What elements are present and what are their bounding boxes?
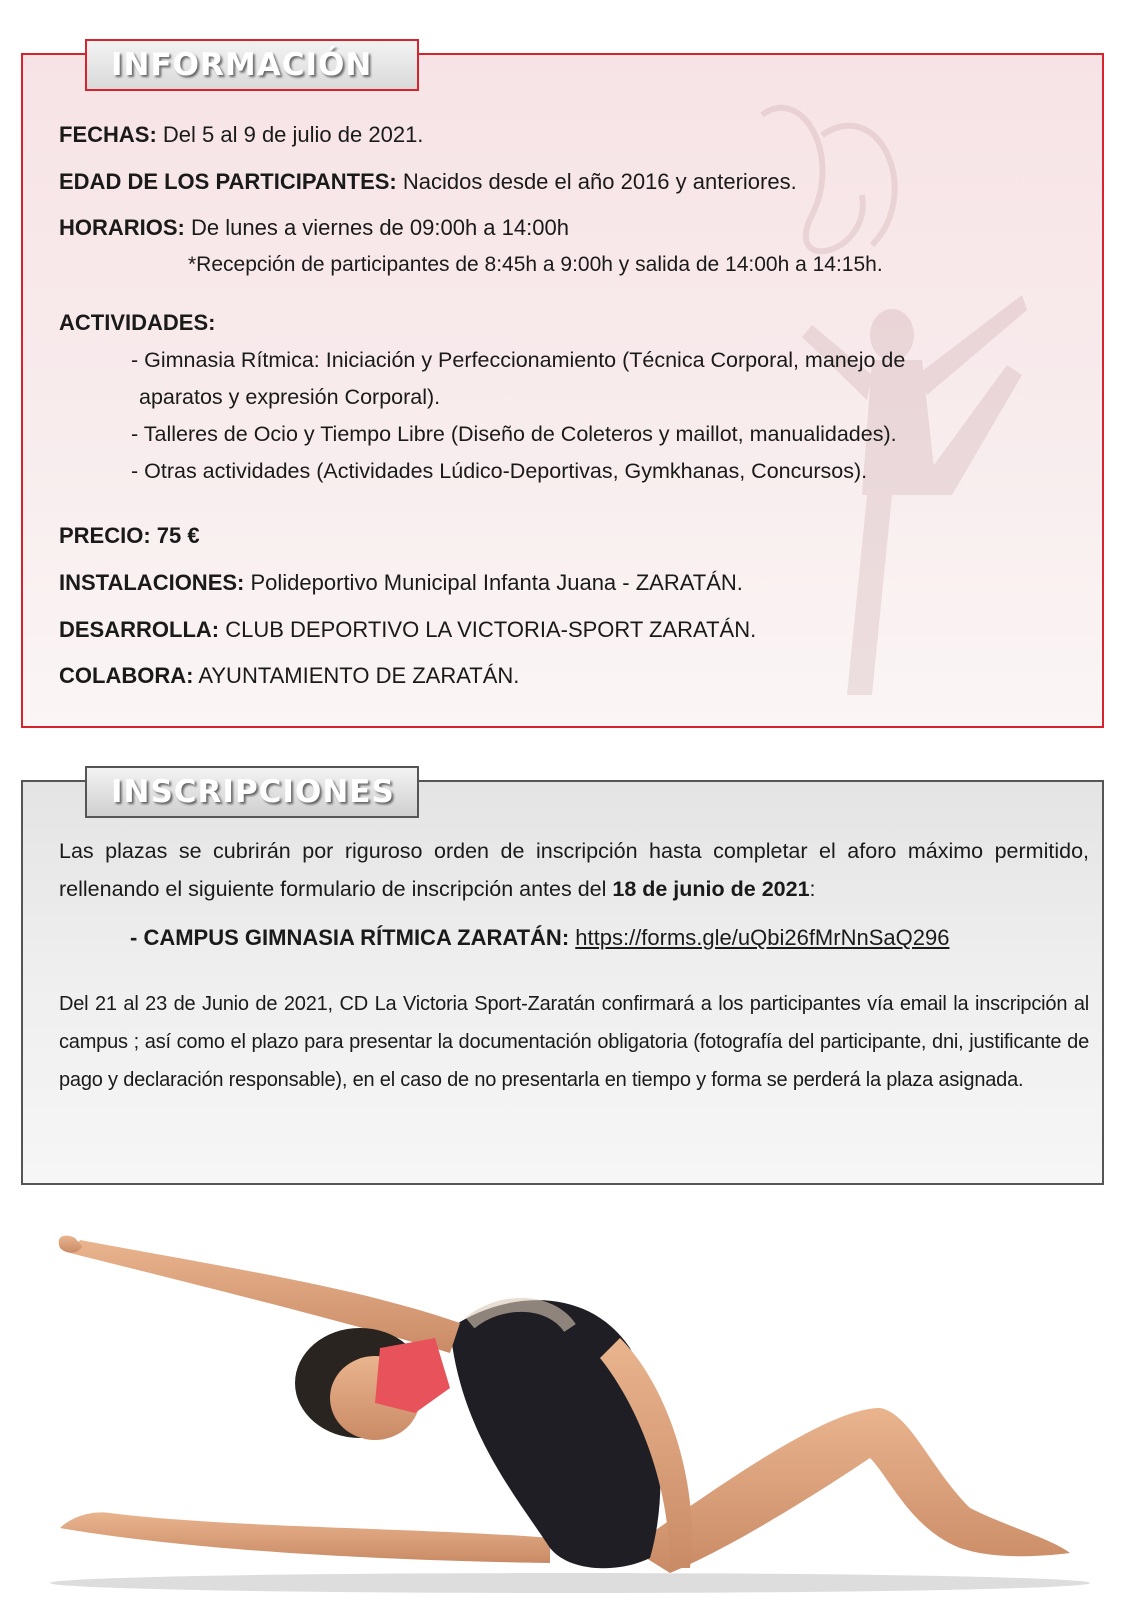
horarios-label: HORARIOS: [59,215,185,240]
desarrolla-value: CLUB DEPORTIVO LA VICTORIA-SPORT ZARATÁN. [219,617,757,642]
horarios-note: *Recepción de participantes de 8:45h a 9:00h y salida de 14:00h a 14:15h. [188,253,883,276]
edad-label: EDAD DE LOS PARTICIPANTES: [59,169,397,194]
deadline-date: 18 de junio de 2021 [612,877,810,901]
edad-value: Nacidos desde el año 2016 y anteriores. [396,169,797,194]
registration-form-link[interactable]: https://forms.gle/uQbi26fMrNnSaQ296 [575,925,950,950]
inscripciones-intro-paragraph: Las plazas se cubrirán por riguroso orden de inscripción hasta completar el aforo máximo permitido, rellenando el siguiente formulario de inscripción antes del 18 de junio de 2021: [59,839,1089,901]
info-title: INFORMACIÓN [111,47,373,83]
horarios-value: De lunes a viernes de 09:00h a 14:00h [184,215,569,240]
inscripciones-panel [21,774,1104,1185]
edad-row [59,168,797,196]
campus-row [130,925,949,951]
precio: PRECIO: 75 € [59,523,200,548]
info-panel [21,47,1104,728]
inscripciones-title: INSCRIPCIONES [111,774,395,810]
colabora-value: AYUNTAMIENTO DE ZARATÁN. [193,663,520,688]
desarrolla-label: DESARROLLA: [59,617,220,642]
actividad-item: - Gimnasia Rítmica: Iniciación y Perfeccionamiento (Técnica Corporal, manejo de [131,348,906,372]
info-title-tab [85,39,419,91]
campus-label: - CAMPUS GIMNASIA RÍTMICA ZARATÁN: [130,925,570,950]
actividad-item: - Otras actividades (Actividades Lúdico-Deportivas, Gymkhanas, Concursos). [131,459,868,483]
actividad-item: - Talleres de Ocio y Tiempo Libre (Diseño de Coleteros y maillot, manualidades). [131,422,897,446]
fechas-label: FECHAS: [59,122,157,147]
desarrolla-row [59,616,756,644]
fechas-row [59,121,423,149]
precio-row [59,522,200,550]
inscripciones-title-tab [85,766,419,818]
instalaciones-value: Polideportivo Municipal Infanta Juana - ZARATÁN. [244,570,743,595]
colabora-label: COLABORA: [59,663,194,688]
actividad-item-continuation: aparatos y expresión Corporal). [139,385,441,409]
confirmation-paragraph: Del 21 al 23 de Junio de 2021, CD La Victoria Sport-Zaratán confirmará a los participantes vía email la inscripción al campus ; así como el plazo para presentar la documentación obligatoria (fotografía del participante, dni, justificante de pago y declaración responsable), en el caso de no presentarla en tiempo y forma se perderá la plaza asignada. [59,993,1089,1091]
actividades-label: ACTIVIDADES: [59,310,216,335]
gymnast-photo [30,1228,1110,1600]
instalaciones-row [59,569,743,597]
colabora-row [59,662,519,690]
fechas-value: Del 5 al 9 de julio de 2021. [156,122,424,147]
horarios-row [59,214,569,242]
instalaciones-label: INSTALACIONES: [59,570,245,595]
